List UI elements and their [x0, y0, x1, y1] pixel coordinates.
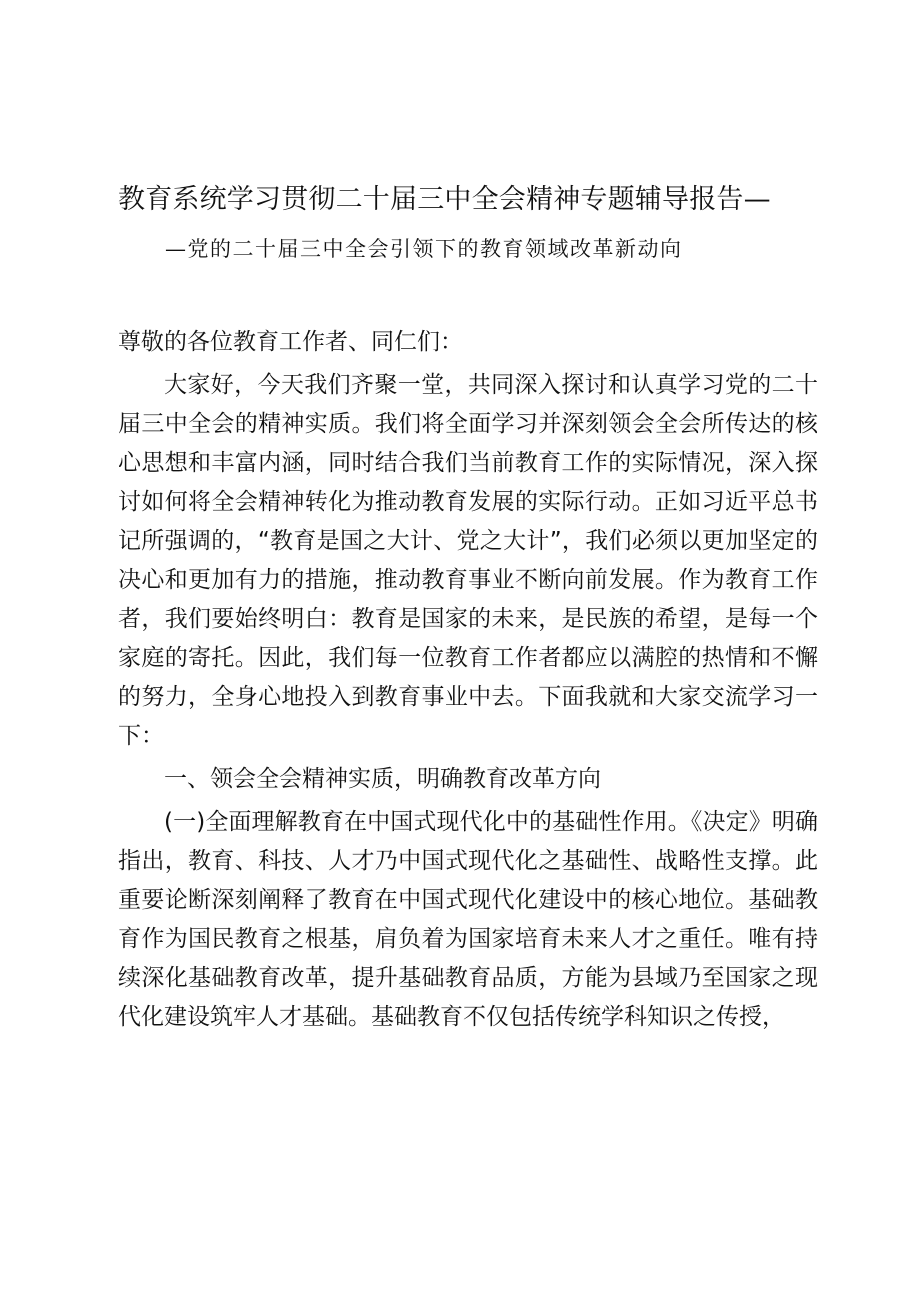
intro-paragraph: 大家好，今天我们齐聚一堂，共同深入探讨和认真学习党的二十届三中全会的精神实质。我们将全面学习并深刻领会全会所传达的核心思想和丰富内涵，同时结合我们当前教育工作的实际情况，深入探讨如何将全会精神转化为推动教育发展的实际行动。正如习近平总书记所强调的，“教育是国之大计、党之大计”，我们必须以更加坚定的决心和更加有力的措施，推动教育事业不断向前发展。作为教育工作者，我们要始终明白：教育是国家的未来，是民族的希望，是每一个家庭的寄托。因此，我们每一位教育工作者都应以满腔的热情和不懈的努力，全身心地投入到教育事业中去。下面我就和大家交流学习一下： [118, 372, 818, 749]
section-heading: 一、领会全会精神实质，明确教育改革方向 [164, 766, 601, 792]
document-title: 教育系统学习贯彻二十届三中全会精神专题辅导报告— [118, 184, 771, 215]
salutation: 尊敬的各位教育工作者、同仁们： [118, 329, 463, 355]
document-body [118, 366, 818, 1037]
section-paragraph: (一)全面理解教育在中国式现代化中的基础性作用。《决定》明确指出，教育、科技、人才乃中国式现代化之基础性、战略性支撑。此重要论断深刻阐释了教育在中国式现代化建设中的核心地位。基础教育作为国民教育之根基，肩负着为国家培育未来人才之重任。唯有持续深化基础教育改革，提升基础教育品质，方能为县域乃至国家之现代化建设筑牢人才基础。基础教育不仅包括传统学科知识之传授， [118, 809, 818, 1030]
document-subtitle: —党的二十届三中全会引领下的教育领域改革新动向 [165, 237, 683, 261]
